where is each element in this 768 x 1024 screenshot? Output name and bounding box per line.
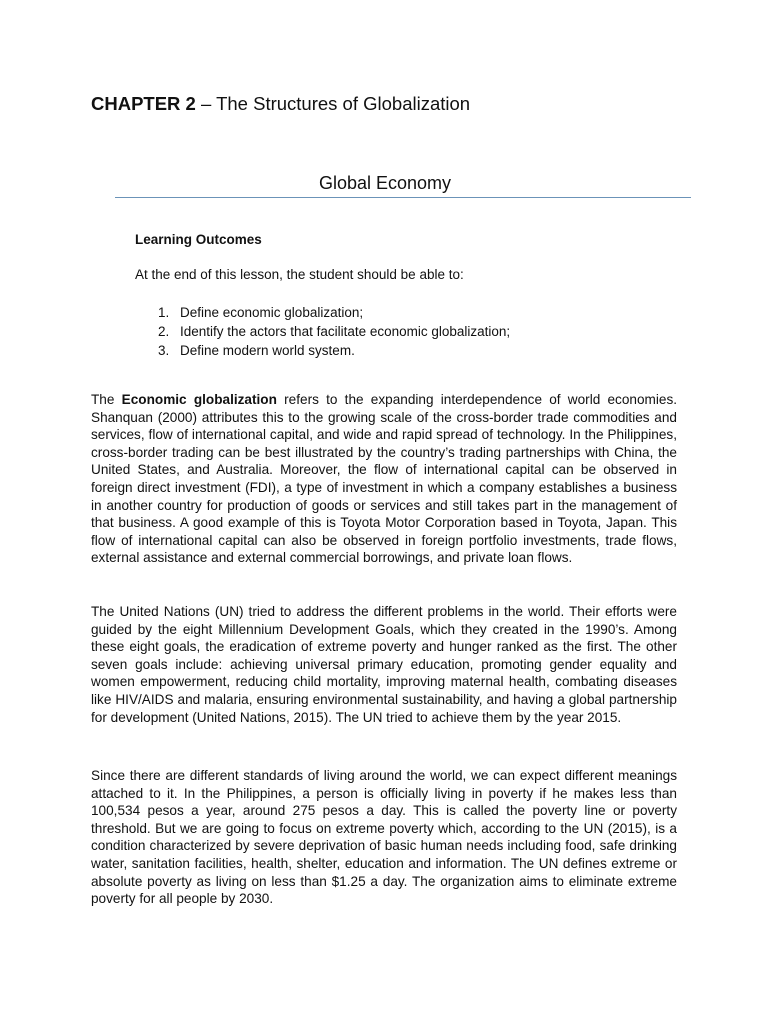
list-item-text: Identify the actors that facilitate economic globalization; — [180, 324, 511, 339]
paragraph-united-nations: The United Nations (UN) tried to address the different problems in the world. Their efforts were guided by the eight Millennium Development Goals, which they created in the 1990’s. Among these eight goals, the eradication of extreme poverty and hunger ranked as the first. The other seven goals include: achieving universal primary education, promoting gender equality and women empowerment, reducing child mortality, improving maternal health, combating diseases like HIV/AIDS and malaria, ensuring environmental sustainability, and having a global partnership for development (United Nations, 2015). The UN tried to achieve them by the year 2015. — [91, 604, 677, 725]
list-item — [158, 322, 510, 341]
chapter-label: CHAPTER 2 — [91, 93, 196, 114]
chapter-name: The Structures of Globalization — [216, 93, 471, 114]
chapter-title — [91, 92, 470, 116]
section-title-text: Global Economy — [318, 173, 452, 193]
learning-outcomes-intro: At the end of this lesson, the student should be able to: — [135, 267, 464, 282]
key-term: Economic globalization — [121, 392, 277, 407]
list-item — [158, 303, 510, 322]
list-item-text: Define modern world system. — [180, 343, 355, 358]
list-item — [158, 341, 510, 360]
list-item-number: 1. — [158, 305, 170, 320]
title-divider — [115, 197, 691, 198]
paragraph-lead: The — [91, 392, 122, 407]
learning-outcomes-heading: Learning Outcomes — [135, 232, 262, 247]
learning-outcomes-list — [158, 303, 510, 360]
paragraph-poverty: Since there are different standards of living around the world, we can expect different meanings attached to it. In the Philippines, a person is officially living in poverty if he makes less than 100,534 pesos a year, around 275 pesos a day. This is called the poverty line or poverty threshold. But we are going to focus on extreme poverty which, according to the UN (2015), is a condition characterized by severe deprivation of basic human needs including food, safe drinking water, sanitation facilities, health, shelter, education and information. The UN defines extreme or absolute poverty as living on less than $1.25 a day. The organization aims to eliminate extreme poverty for all people by 2030. — [91, 768, 677, 907]
paragraph-text: refers to the expanding interdependence of world economies. Shanquan (2000) attributes this to the growing scale of the cross-border trade commodities and services, flow of international capital, and wide and rapid spread of technology. In the Philippines, cross-border trading can be best illustrated by the country’s trading partnerships with China, the United States, and Australia. Moreover, the flow of international capital can be observed in foreign direct investment (FDI), a type of investment in which a company establishes a business in another country for production of goods or services and still takes part in the management of that business. A good example of this is Toyota Motor Corporation based in Toyota, Japan. This flow of international capital can also be observed in foreign portfolio investments, trade flows, external assistance and external commercial borrowings, and private loan flows. — [91, 392, 678, 566]
list-item-number: 2. — [158, 324, 170, 339]
chapter-separator: – — [195, 93, 217, 114]
list-item-text: Define economic globalization; — [180, 305, 364, 320]
list-item-number: 3. — [158, 343, 170, 358]
paragraph-economic-globalization — [91, 391, 677, 567]
section-title — [0, 171, 768, 195]
